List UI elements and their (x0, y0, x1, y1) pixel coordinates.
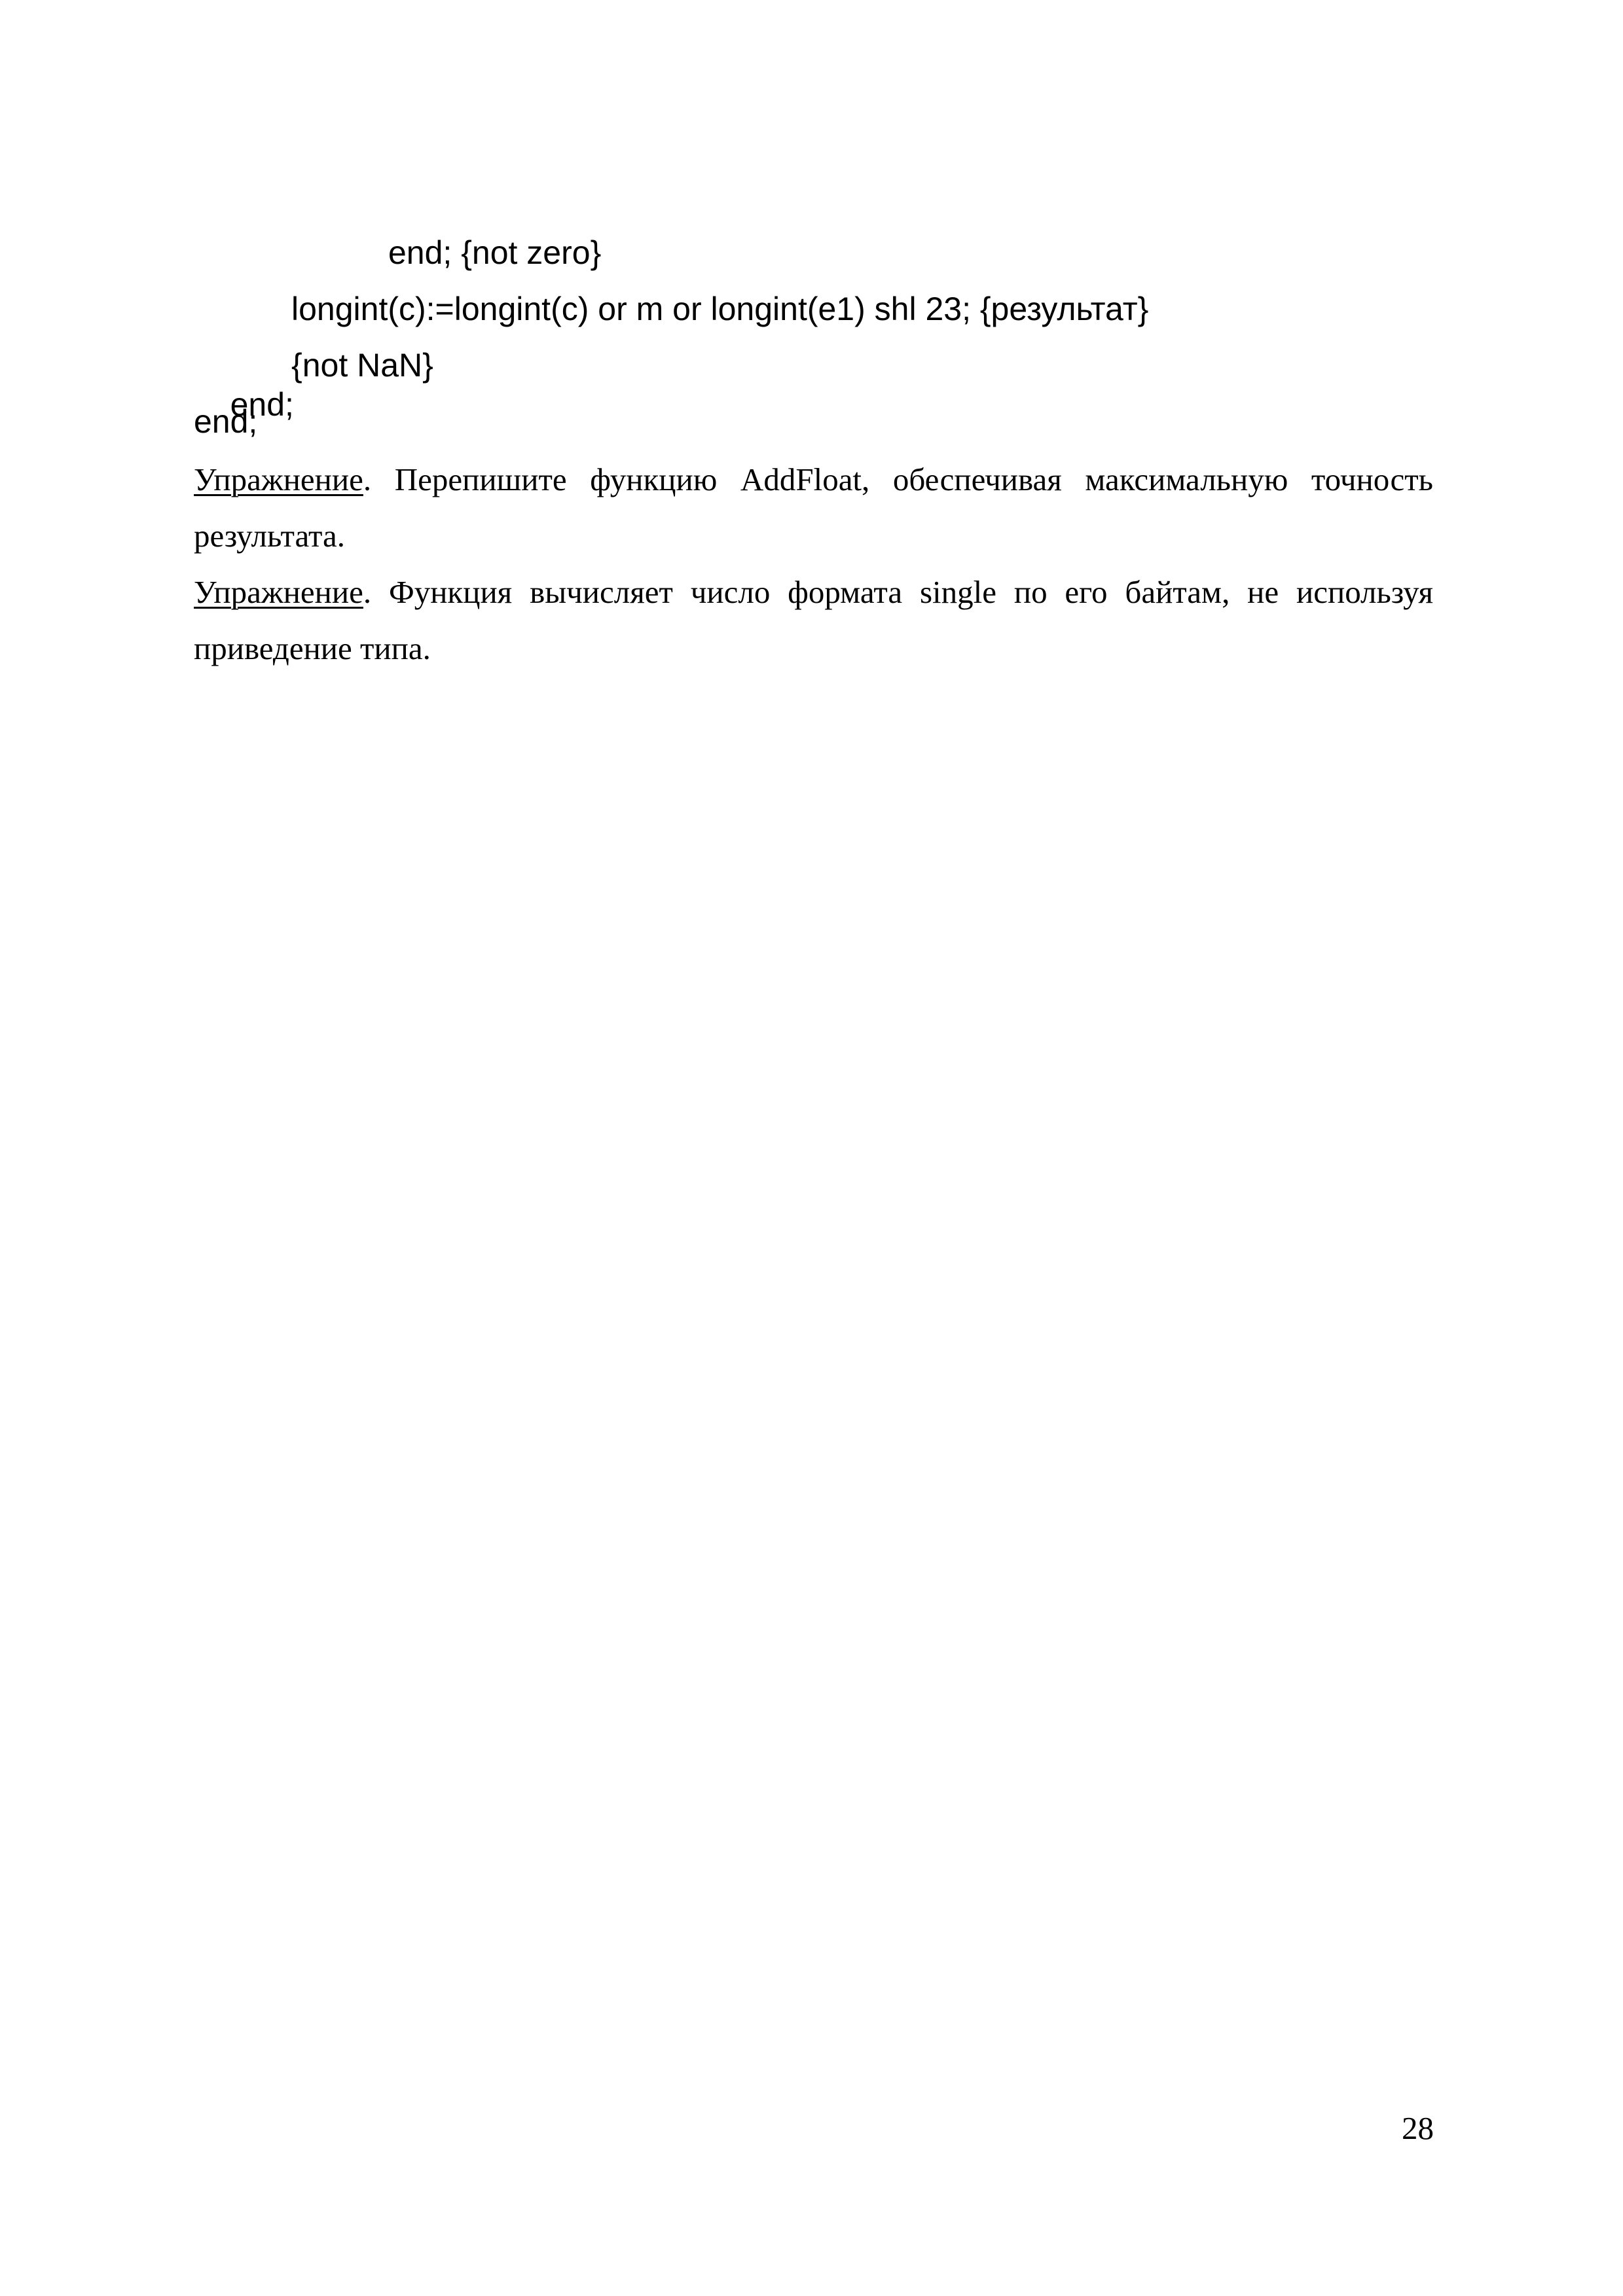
exercise-paragraph (194, 564, 1433, 677)
code-line: longint(c):=longint(c) or m or longint(e1) shl 23; {результат} (291, 291, 1149, 327)
code-keyword: end; (230, 386, 294, 423)
page-number: 28 (1402, 2110, 1434, 2146)
exercise-paragraph (194, 452, 1433, 564)
exercise-label: Упражнение (194, 461, 363, 497)
exercise-label: Упражнение (194, 574, 363, 610)
exercise-text: . Функция вычисляет число формата single по его байтам, не используя приведение типа. (194, 574, 1433, 666)
code-line: end; (194, 403, 258, 440)
code-comment: {not NaN} (291, 347, 433, 384)
exercise-text: . Перепишите функцию AddFloat, обеспечивая максимальную точность результата. (194, 461, 1433, 554)
code-line: end; {not zero} (388, 234, 602, 271)
